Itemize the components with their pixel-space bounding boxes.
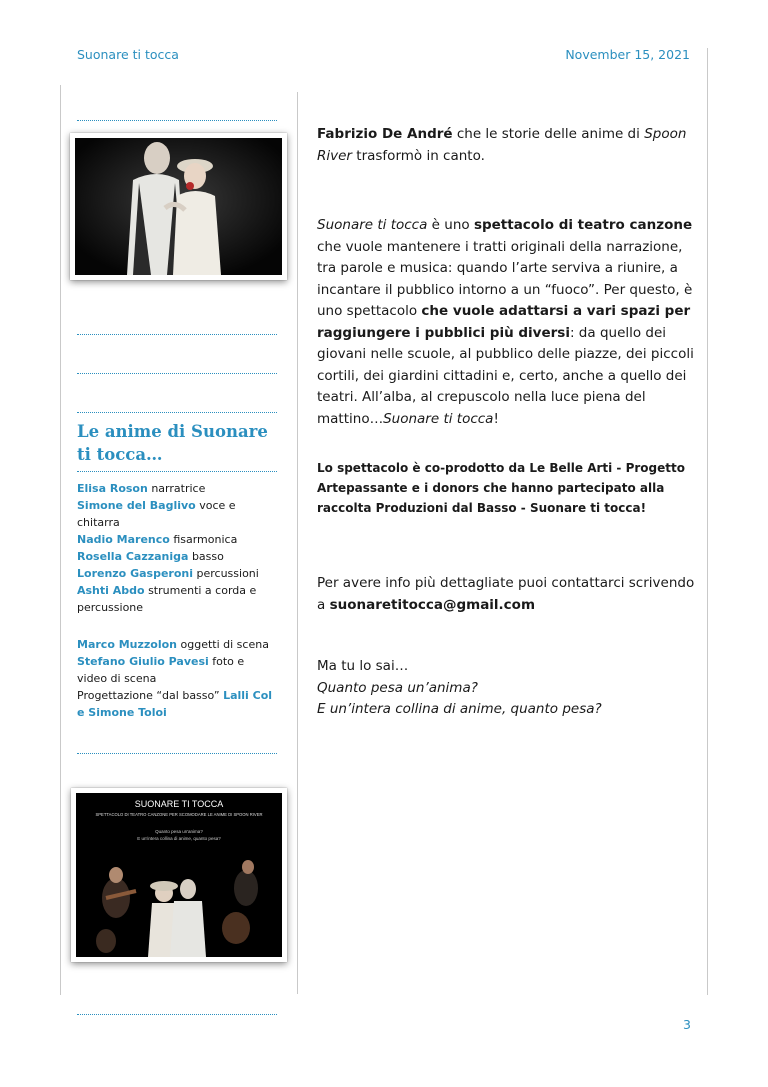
crew-credits: [77, 636, 277, 721]
sidebar-divider: [77, 753, 277, 754]
show-poster: [71, 788, 287, 962]
credit-line: Nadio Marenco fisarmonica: [77, 533, 238, 546]
sidebar-divider: [77, 334, 277, 335]
header-title: Suonare ti tocca: [77, 47, 179, 62]
credit-line: Simone del Baglivo voce e chitarra: [77, 499, 236, 529]
credit-line: Lorenzo Gasperoni percussioni: [77, 567, 259, 580]
description-paragraph: Suonare ti tocca è uno spettacolo di teatro canzone che vuole mantenere i tratti originali della narrazione, tra parole e musica: quando l’arte serviva a riunire, a incantare il pubblico intorno a un “fuoco”. Per questo, è uno spettacolo che vuole adattarsi a vari spazi per raggiungere i pubblici più diversi: da quello dei giovani nelle scuole, al pubblico delle piazze, dei piccoli cortili, dei giardini cittadini e, certo, anche a quello dei teatri. All’alba, al crepuscolo nella luce piena del mattino…Suonare ti tocca!: [317, 217, 694, 427]
poster-quote-2: E un'intera collina di anime, quanto pesa?: [137, 836, 221, 841]
sidebar-divider: [77, 1014, 277, 1015]
credit-line: Stefano Giulio Pavesi foto e video di scena: [77, 655, 245, 685]
poster-image: [76, 793, 282, 957]
coproduction-note: Lo spettacolo è co-prodotto da Le Belle Arti - Progetto Artepassante e i donors che hanno partecipato alla raccolta Produzioni dal Basso - Suonare ti tocca!: [317, 461, 685, 515]
performers-image: [75, 138, 282, 275]
email-link[interactable]: suonaretitocca@gmail.com: [329, 596, 536, 613]
left-margin-rule: [60, 85, 61, 995]
credit-line: Marco Muzzolon oggetti di scena: [77, 638, 269, 651]
cast-photo: [70, 133, 287, 280]
poster-quote-1: Quanto pesa un'anima?: [155, 829, 203, 834]
credit-line: Ashti Abdo strumenti a corda e percussione: [77, 584, 257, 614]
sidebar-divider: [77, 412, 277, 413]
header-date: November 15, 2021: [565, 47, 690, 62]
credit-line: Rosella Cazzaniga basso: [77, 550, 224, 563]
sidebar-divider: [77, 373, 277, 374]
intro-paragraph: Fabrizio De André che le storie delle anime di Spoon River trasformò in canto.: [317, 126, 687, 164]
credit-line: Progettazione “dal basso” Lalli Col e Simone Toloi: [77, 689, 273, 719]
right-margin-rule: [707, 48, 708, 995]
contact-paragraph: Per avere info più dettagliate puoi contattarci scrivendo a suonaretitocca@gmail.com: [317, 575, 695, 613]
poster-subtitle: SPETTACOLO DI TEATRO CANZONE PER SCOMODARE LE ANIME DI SPOON RIVER: [95, 812, 263, 817]
credit-line: Elisa Roson narratrice: [77, 482, 206, 495]
sidebar-divider: [77, 471, 277, 472]
cast-section-title: Le anime di Suonare ti tocca…: [77, 422, 268, 464]
page-number: 3: [683, 1017, 691, 1032]
cast-credits: [77, 480, 277, 616]
closing-lines: Ma tu lo sai… Quanto pesa un’anima? E un’intera collina di anime, quanto pesa?: [317, 658, 602, 717]
sidebar-divider: [77, 120, 277, 121]
poster-title: SUONARE TI TOCCA: [134, 799, 224, 809]
column-divider: [297, 92, 298, 994]
